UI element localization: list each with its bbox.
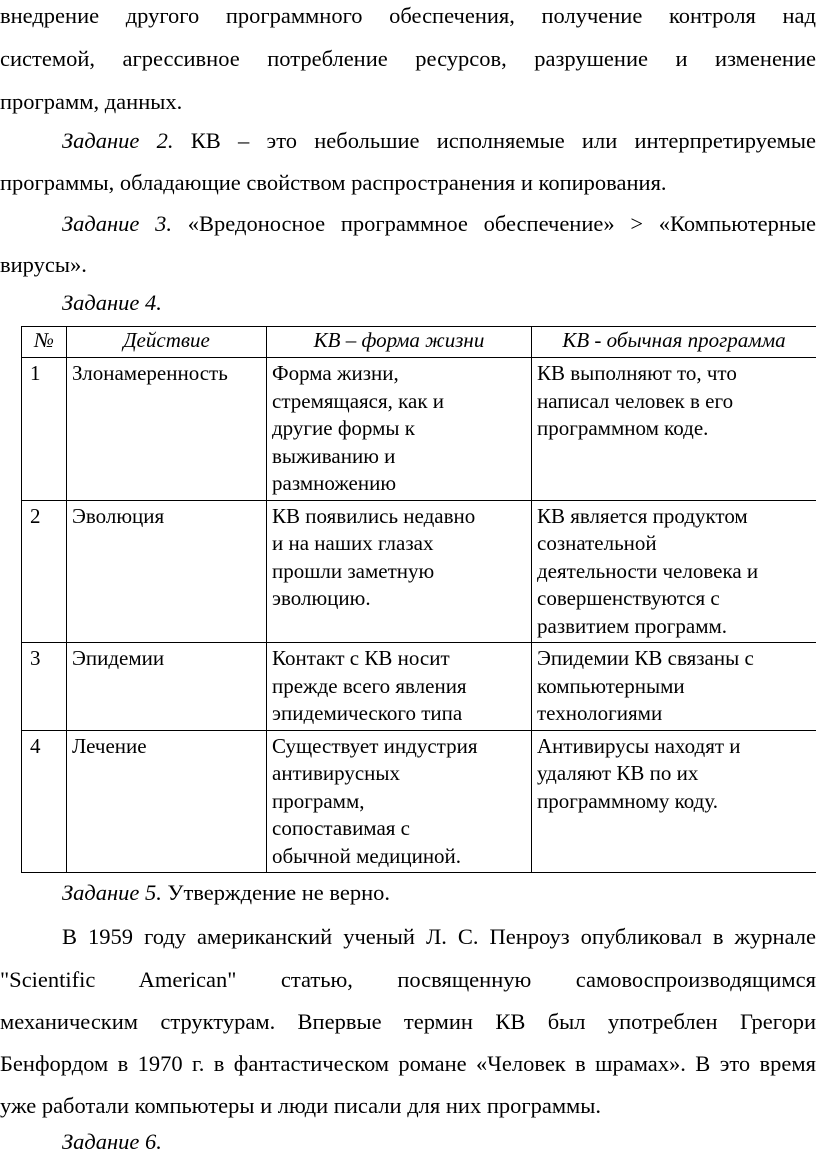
history-line-4: Бенфордом в 1970 г. в фантастическом романе «Человек в шрамах». В это время [0,1051,816,1077]
row-regular-program: КВ выполняют то, что написал человек в его программном коде. [532,358,816,501]
row-life-form: Существует индустрия антивирусных программ, сопоставимая с обычной медициной. [267,730,532,873]
table-header-row [22,327,816,358]
paragraph-top-line-2: системой, агрессивное потребление ресурсов, разрушение и изменение [0,46,816,72]
row-number: 4 [22,730,67,873]
row-life-form: КВ появились недавно и на наших глазах прошли заметную эволюцию. [267,500,532,643]
row-regular-program: Эпидемии КВ связаны с компьютерными технологиями [532,643,816,731]
header-action: Действие [67,327,267,358]
comparison-table [21,326,816,873]
task2-line-1 [62,128,816,154]
row-action: Лечение [67,730,267,873]
row-number: 1 [22,358,67,501]
paragraph-top-line-3: программ, данных. [0,89,816,115]
row-number: 3 [22,643,67,731]
task5-label: Задание 5. [62,880,162,905]
header-number: № [22,327,67,358]
header-life-form: КВ – форма жизни [267,327,532,358]
table-row [22,643,816,731]
task3-label: Задание 3. [62,211,172,236]
row-action: Злонамеренность [67,358,267,501]
task3-text-2: вирусы». [0,252,816,278]
table-row [22,500,816,643]
row-action: Эволюция [67,500,267,643]
row-life-form: Форма жизни, стремящаяся, как и другие формы к выживанию и размножению [267,358,532,501]
task2-text-2: программы, обладающие свойством распространения и копирования. [0,170,816,196]
task3-text-1: «Вредоносное программное обеспечение» > «Компьютерные [188,211,816,236]
row-life-form: Контакт с КВ носит прежде всего явления эпидемического типа [267,643,532,731]
task5-text: Утверждение не верно. [168,880,390,905]
header-regular-program: КВ - обычная программа [532,327,816,358]
row-action: Эпидемии [67,643,267,731]
task3-line-1 [62,211,816,237]
history-line-2: "Scientific American" статью, посвященную самовоспроизводящимся [0,967,816,993]
paragraph-top-line-1: внедрение другого программного обеспечения, получение контроля над [0,3,816,29]
task2-label: Задание 2. [62,128,174,153]
row-regular-program: Антивирусы находят и удаляют КВ по их программному коду. [532,730,816,873]
history-line-3: механическим структурам. Впервые термин КВ был употреблен Грегори [0,1009,816,1035]
task5-line [62,880,816,906]
row-number: 2 [22,500,67,643]
task2-text-1: КВ – это небольшие исполняемые или интерпретируемые [191,128,816,153]
task4-label: Задание 4. [62,290,816,316]
task6-label: Задание 6. [62,1129,816,1155]
table-row [22,730,816,873]
history-line-5: уже работали компьютеры и люди писали для них программы. [0,1093,816,1119]
row-regular-program: КВ является продуктом сознательной деятельности человека и совершенствуются с развитием программ. [532,500,816,643]
table-row [22,358,816,501]
history-line-1: В 1959 году американский ученый Л. С. Пенроуз опубликовал в журнале [62,924,816,950]
